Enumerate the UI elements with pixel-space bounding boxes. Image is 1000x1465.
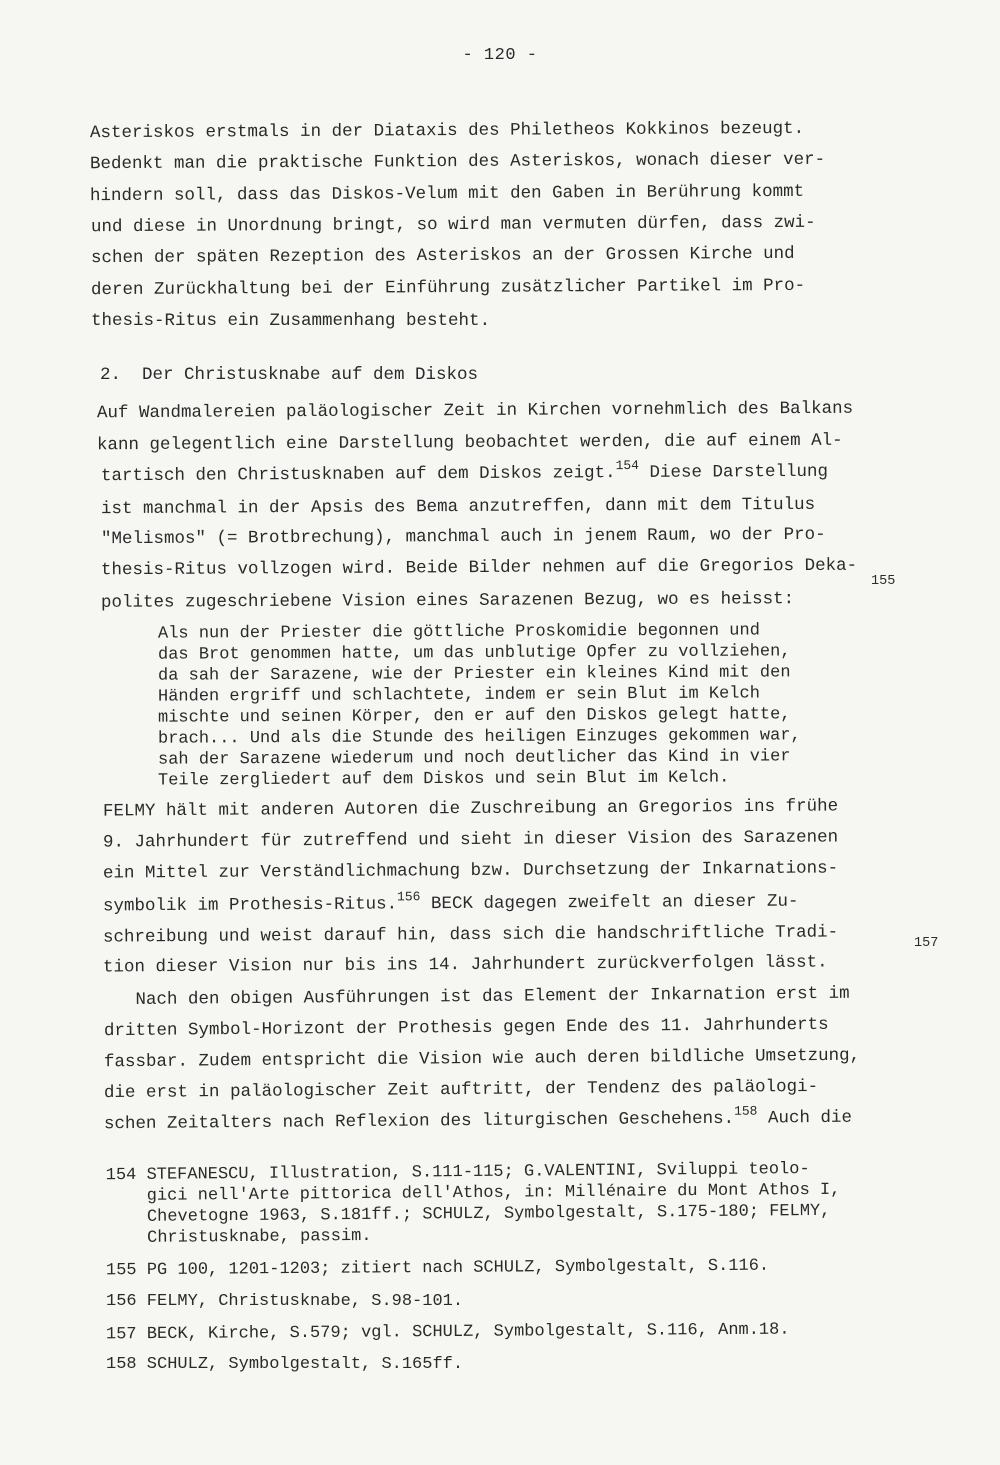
text-line: ist manchmal in der Apsis des Bema anzutreffen, dann mit dem Titulus (100, 494, 816, 520)
text-line: thesis-Ritus vollzogen wird. Beide Bilder nehmen auf die Gregorios Deka- (100, 555, 858, 581)
footnote-mark-155: 155 (871, 574, 896, 589)
text-line: kann gelegentlich eine Darstellung beobachtet werden, die auf einem Al- (96, 430, 843, 456)
text-line: ein Mittel zur Verständlichmachung bzw. Durchsetzung der Inkarnations- (102, 858, 839, 884)
text-line: polites zugeschriebene Vision eines Sarazenen Bezug, wo es heisst: (100, 589, 795, 613)
text-line-with-footnote (103, 891, 799, 918)
quote-line: sah der Sarazene wiederum und noch deutlicher das Kind in vier (157, 747, 791, 770)
text-line: tion dieser Vision nur bis ins 14. Jahrhundert zurückverfolgen lässt. (102, 952, 828, 978)
footnote-154: 154 STEFANESCU, Illustration, S.111-115; G.VALENTINI, Sviluppi teolo- gici nell'Arte pittorica dell'Athos, in: Millénaire du Mont Athos I, Chevetogne 1963, S.181ff.; SCHULZ, Symbolgestalt, S.175-180; FELMY, Christusknabe, passim. (105, 1160, 841, 1249)
text-line: und diese in Unordnung bringt, so wird man vermuten dürfen, dass zwi- (90, 212, 816, 238)
quote-line: mischte und seinen Körper, den er auf den Diskos gelegt hatte, (157, 705, 791, 728)
text-line-with-footnote (100, 457, 829, 487)
quote-line: Als nun der Priester die göttliche Proskomidie begonnen und (157, 621, 760, 644)
footnote-mark-154: 154 (615, 457, 639, 474)
text-segment: Auch die (757, 1107, 853, 1129)
footnote-155: 155 PG 100, 1201-1203; zitiert nach SCHULZ, Symbolgestalt, S.116. (105, 1256, 770, 1281)
text-line: deren Zurückhaltung bei der Einführung zusätzlicher Partikel im Pro- (90, 275, 806, 301)
footnote-mark-157: 157 (914, 936, 939, 951)
text-line: "Melismos" (= Brotbrechung), manchmal auch in jenem Raum, wo der Pro- (100, 524, 826, 550)
footnote-158: 158 SCHULZ, Symbolgestalt, S.165ff. (106, 1355, 464, 1374)
text-line: FELMY hält mit anderen Autoren die Zuschreibung an Gregorios ins frühe (102, 796, 839, 822)
text-line-with-footnote (103, 1103, 853, 1136)
text-line: 9. Jahrhundert für zutreffend und sieht in dieser Vision des Sarazenen (102, 827, 839, 853)
text-segment: BECK dagegen zweifelt an dieser Zu- (420, 891, 799, 915)
quote-line: da sah der Sarazene, wie der Priester ein kleines Kind mit den (157, 663, 791, 686)
text-line: Nach den obigen Ausführungen ist das Element der Inkarnation erst im (103, 983, 850, 1011)
quote-line: Händen ergriff und schlachtete, indem er sein Blut im Kelch (157, 684, 760, 707)
text-line: die erst in paläologischer Zeit auftritt, der Tendenz des paläologi- (103, 1076, 819, 1104)
page-number: - 120 - (462, 46, 538, 65)
text-line: schen der späten Rezeption des Asteriskos an der Grossen Kirche und (90, 243, 795, 269)
text-line: fassbar. Zudem entspricht die Vision wie auch deren bildliche Umsetzung, (103, 1045, 861, 1073)
text-line: Asteriskos erstmals in der Diataxis des Philetheos Kokkinos bezeugt. (89, 118, 805, 144)
text-line: schreibung und weist darauf hin, dass sich die handschriftliche Tradi- (102, 922, 839, 948)
text-line: dritten Symbol-Horizont der Prothesis gegen Ende des 11. Jahrhunderts (103, 1014, 829, 1042)
section-heading: 2. Der Christusknabe auf dem Diskos (100, 365, 479, 385)
footnote-mark-158: 158 (733, 1103, 758, 1119)
footnote-157: 157 BECK, Kirche, S.579; vgl. SCHULZ, Symbolgestalt, S.116, Anm.18. (105, 1320, 790, 1345)
quote-line: Teile zergliedert auf dem Diskos und sein Blut im Kelch. (157, 768, 730, 791)
text-segment: Diese Darstellung (638, 461, 829, 483)
text-segment: tartisch den Christusknaben auf dem Diskos zeigt. (100, 463, 616, 487)
text-line: Auf Wandmalereien paläologischer Zeit in Kirchen vornehmlich des Balkans (96, 398, 854, 424)
quote-line: das Brot genommen hatte, um das unblutige Opfer zu vollziehen, (157, 642, 791, 665)
text-line: hindern soll, dass das Diskos-Velum mit den Gaben in Berührung kommt (89, 181, 805, 207)
quote-line: brach... Und als die Stunde des heiligen Einzuges gekommen war, (157, 726, 801, 749)
footnote-mark-156: 156 (396, 889, 421, 905)
text-segment: schen Zeitalters nach Reflexion des liturgischen Geschehens. (103, 1108, 735, 1135)
footnote-156: 156 FELMY, Christusknabe, S.98-101. (106, 1292, 464, 1311)
text-line: Bedenkt man die praktische Funktion des Asteriskos, wonach dieser ver- (89, 149, 826, 175)
text-segment: symbolik im Prothesis-Ritus. (102, 894, 398, 917)
text-line: thesis-Ritus ein Zusammenhang besteht. (91, 311, 491, 331)
